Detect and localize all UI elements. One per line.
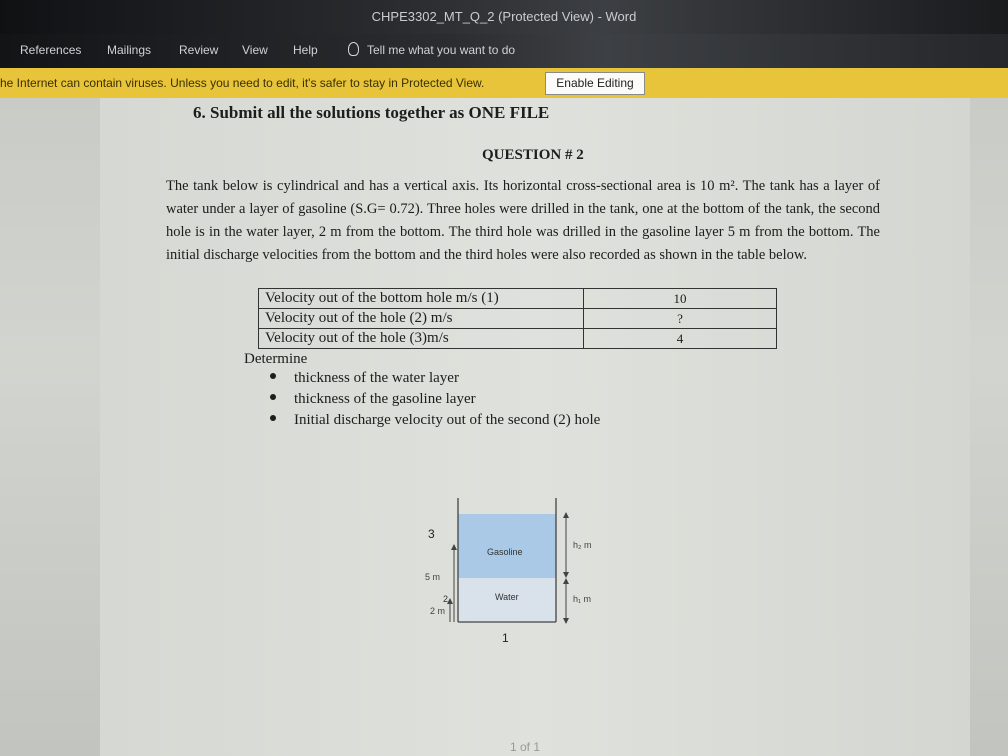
water-label: Water [495,592,519,602]
determine-label: Determine [244,351,308,367]
question-paragraph: The tank below is cylindrical and has a vertical axis. Its horizontal cross-sectional area is 10 m². The tank has a layer of water under a layer of gasoline (S.G= 0.72). Three holes were drilled in the tank, one at the bottom of the tank, the second hole is in the water layer, 2 m from the bottom. The third hole was drilled in the gasoline layer 5 m from the bottom. The initial discharge velocities from the bottom and the third holes were also recorded as shown in the table below. [166,178,880,263]
document-area [0,98,1008,756]
hole-2-label: 2 [443,594,449,604]
table-cell-label: Velocity out of the bottom hole m/s (1) [259,289,584,309]
arrow-down-icon [563,572,569,578]
table-cell-label: Velocity out of the hole (2) m/s [259,309,584,329]
tab-review[interactable]: Review [179,43,219,57]
question-title: QUESTION # 2 [482,147,584,163]
bullet-icon [270,394,276,400]
gasoline-label: Gasoline [487,547,523,557]
bullet-icon [270,415,276,421]
task-list [270,370,600,433]
window-title: CHPE3302_MT_Q_2 (Protected View) - Word [371,9,637,24]
task-text: thickness of the water layer [294,370,459,386]
table-row [259,309,777,329]
enable-editing-button[interactable]: Enable Editing [545,72,645,95]
table-row [259,329,777,349]
table-cell-value: 10 [584,289,777,309]
ribbon-tabs [0,34,1008,68]
list-item [270,370,600,391]
submit-instruction: 6. Submit all the solutions together as ONE FILE [193,103,550,122]
tab-help[interactable]: Help [293,43,318,57]
five-m-label: 5 m [425,572,441,582]
arrow-down-icon [563,618,569,624]
tell-me-text: Tell me what you want to do [367,43,516,57]
task-text: Initial discharge velocity out of the second (2) hole [294,412,601,428]
list-item [270,412,600,433]
arrow-up-icon [451,544,457,550]
arrow-up-icon [563,578,569,584]
h2-label: h₂ m [573,540,592,550]
list-item [270,391,600,412]
tab-references[interactable]: References [20,43,82,57]
protected-view-bar [0,68,1008,98]
task-text: thickness of the gasoline layer [294,391,476,407]
bullet-icon [270,373,276,379]
tab-view[interactable]: View [242,43,268,57]
two-m-label: 2 m [430,606,446,616]
title-bar [0,0,1008,34]
tank-diagram [410,488,610,658]
lightbulb-icon [348,42,359,56]
hole-3-label: 3 [428,527,435,541]
table-cell-value: 4 [584,329,777,349]
hole-1-label: 1 [502,631,509,645]
h1-label: h₁ m [573,594,592,604]
protected-view-message: he Internet can contain viruses. Unless you need to edit, it's safer to stay in Protected View. [0,76,485,90]
tell-me-search[interactable] [348,42,515,57]
table-cell-value: ? [584,309,777,329]
tab-mailings[interactable]: Mailings [107,43,152,57]
gasoline-layer [458,514,556,578]
table-cell-label: Velocity out of the hole (3)m/s [259,329,584,349]
arrow-up-icon [563,512,569,518]
table-row [259,289,777,309]
velocity-table [258,288,777,349]
page-count: 1 of 1 [510,740,541,754]
